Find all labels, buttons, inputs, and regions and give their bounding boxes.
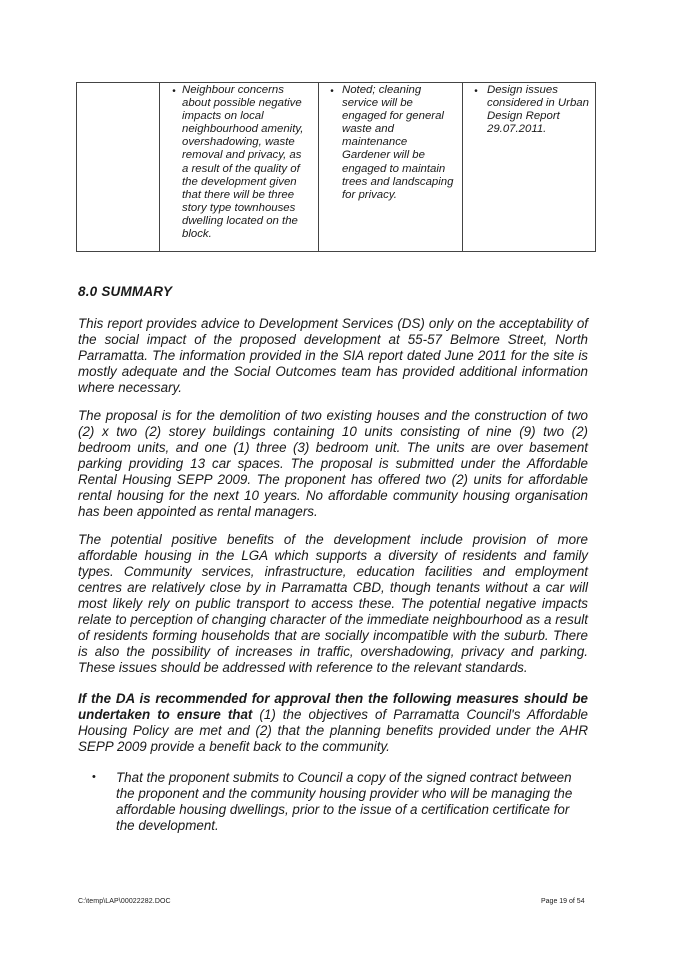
summary-paragraph-1: This report provides advice to Development Services (DS) only on the acceptability of the social impact of the proposed development at 55-57 Belmore Street, North Parramatta. The information provided in the SIA report dated June 2011 for the site is mostly adequate and the Social Outcomes team has provided additional information where necessary. (78, 316, 588, 395)
measures-list-item (92, 770, 592, 834)
concern-text: Neighbour concerns about possible negative impacts on local neighbourhood amenity, overshadowing, waste removal and privacy, as a result of the quality of the development given that there will be three story type townhouses dwelling located on the block. (182, 84, 304, 241)
summary-paragraph-4 (78, 691, 588, 755)
summary-paragraph-3: The potential positive benefits of the development include provision of more affordable housing in the LGA which supports a diversity of residents and family types. Community services, infrastructure, education facilities and employment centres are relatively close by in Parramatta CBD, though tenants without a car will most likely rely on public transport to access these. The potential negative impacts relate to perception of changing character of the immediate neighbourhood as a result of residents forming households that are socially incompatible with the suburb. There is also the possibility of increases in traffic, overshadowing, privacy and parking. These issues should be addressed with reference to the relevant standards. (78, 532, 588, 675)
table-cell-response (319, 83, 463, 251)
section-heading: 8.0 SUMMARY (78, 284, 173, 299)
summary-paragraph-2: The proposal is for the demolition of two existing houses and the construction of two (2) x two (2) storey buildings containing 10 units consisting of nine (9) two (2) bedroom units, and one (1) three (3) bedroom unit. The units are over basement parking providing 13 car spaces. The proposal is submitted under the Affordable Rental Housing SEPP 2009. The proponent has offered two (2) units for affordable rental housing for the next 10 years. No affordable community housing organisation has been appointed as rental managers. (78, 408, 588, 519)
bullet-icon: • (474, 86, 478, 97)
measure-text: That the proponent submits to Council a copy of the signed contract between the proponent and the community housing provider who will be managing the affordable housing dwellings, prior to the issue of a certification certificate for the development. (116, 770, 573, 833)
table-cell-concerns (160, 83, 319, 251)
outcome-text: Design issues considered in Urban Design Report 29.07.2011. (487, 84, 589, 136)
table-bullet (160, 84, 318, 241)
bullet-icon: • (172, 86, 176, 97)
table-bullet (319, 84, 462, 202)
response-text: Noted; cleaning service will be engaged for general waste and maintenance Gardener will be engaged to maintain trees and landscaping for privacy. (342, 84, 454, 201)
table-cell-empty (77, 83, 160, 251)
footer-file-path: C:\temp\LAP\00022282.DOC (78, 898, 171, 905)
paragraph-4-rest: (1) the objectives of Parramatta Council's Affordable Housing Policy are met and (2) that the planning benefits provided under the AHR SEPP 2009 provide a benefit back to the community. (78, 707, 588, 754)
bullet-icon: • (92, 771, 96, 783)
paragraph-4-lead: If the DA is recommended for approval then the following measures should be undertaken to ensure that (78, 691, 588, 722)
issues-table (76, 82, 596, 252)
bullet-icon: • (330, 86, 334, 97)
footer-page-number: Page 19 of 54 (541, 898, 585, 905)
table-cell-outcome (463, 83, 595, 251)
table-bullet (463, 84, 595, 136)
